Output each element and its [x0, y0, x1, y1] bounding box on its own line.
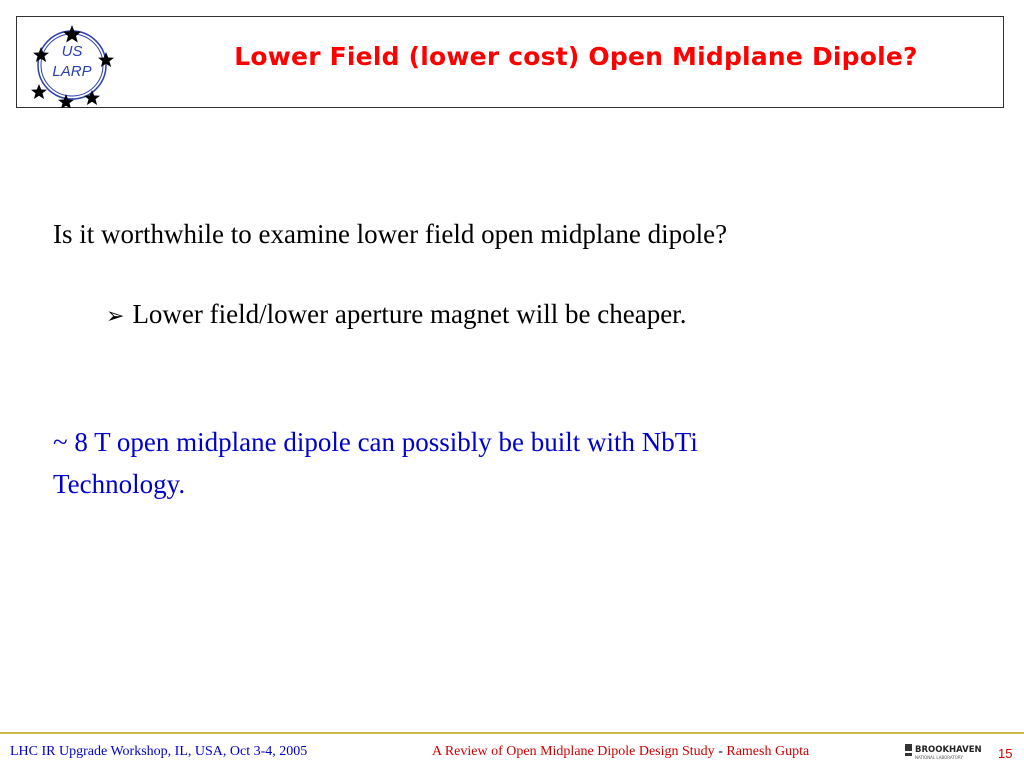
us-larp-logo — [26, 22, 118, 108]
highlight-statement — [53, 421, 953, 505]
question-text: Is it worthwhile to examine lower field open midplane dipole? — [53, 219, 728, 249]
footer-event: LHC IR Upgrade Workshop, IL, USA, Oct 3-4, 2005 — [10, 744, 308, 759]
bullet-item — [106, 298, 686, 332]
highlight-line-1: ~ 8 T open midplane dipole can possibly be built with NbTi — [53, 427, 698, 457]
logo-text-larp: LARP — [52, 63, 92, 80]
slide-title: Lower Field (lower cost) Open Midplane Dipole? — [234, 42, 918, 71]
svg-text:BROOKHAVEN: BROOKHAVEN — [915, 745, 981, 755]
arrow-bullet-icon: ➢ — [106, 303, 125, 328]
highlight-line-2: Technology. — [53, 469, 186, 499]
footer-title-text: A Review of Open Midplane Dipole Design Study — [432, 744, 715, 759]
svg-text:NATIONAL LABORATORY: NATIONAL LABORATORY — [915, 755, 963, 760]
bullet-text: Lower field/lower aperture magnet will be cheaper. — [132, 299, 687, 329]
footer-divider — [0, 732, 1024, 734]
footer-separator: - — [714, 744, 727, 759]
brookhaven-logo — [903, 742, 981, 762]
footer-talk-title — [432, 744, 809, 760]
brookhaven-logo-icon — [903, 742, 981, 762]
page-number: 15 — [998, 746, 1013, 761]
footer-author: Ramesh Gupta — [726, 744, 810, 759]
logo-text-us: US — [61, 43, 83, 60]
